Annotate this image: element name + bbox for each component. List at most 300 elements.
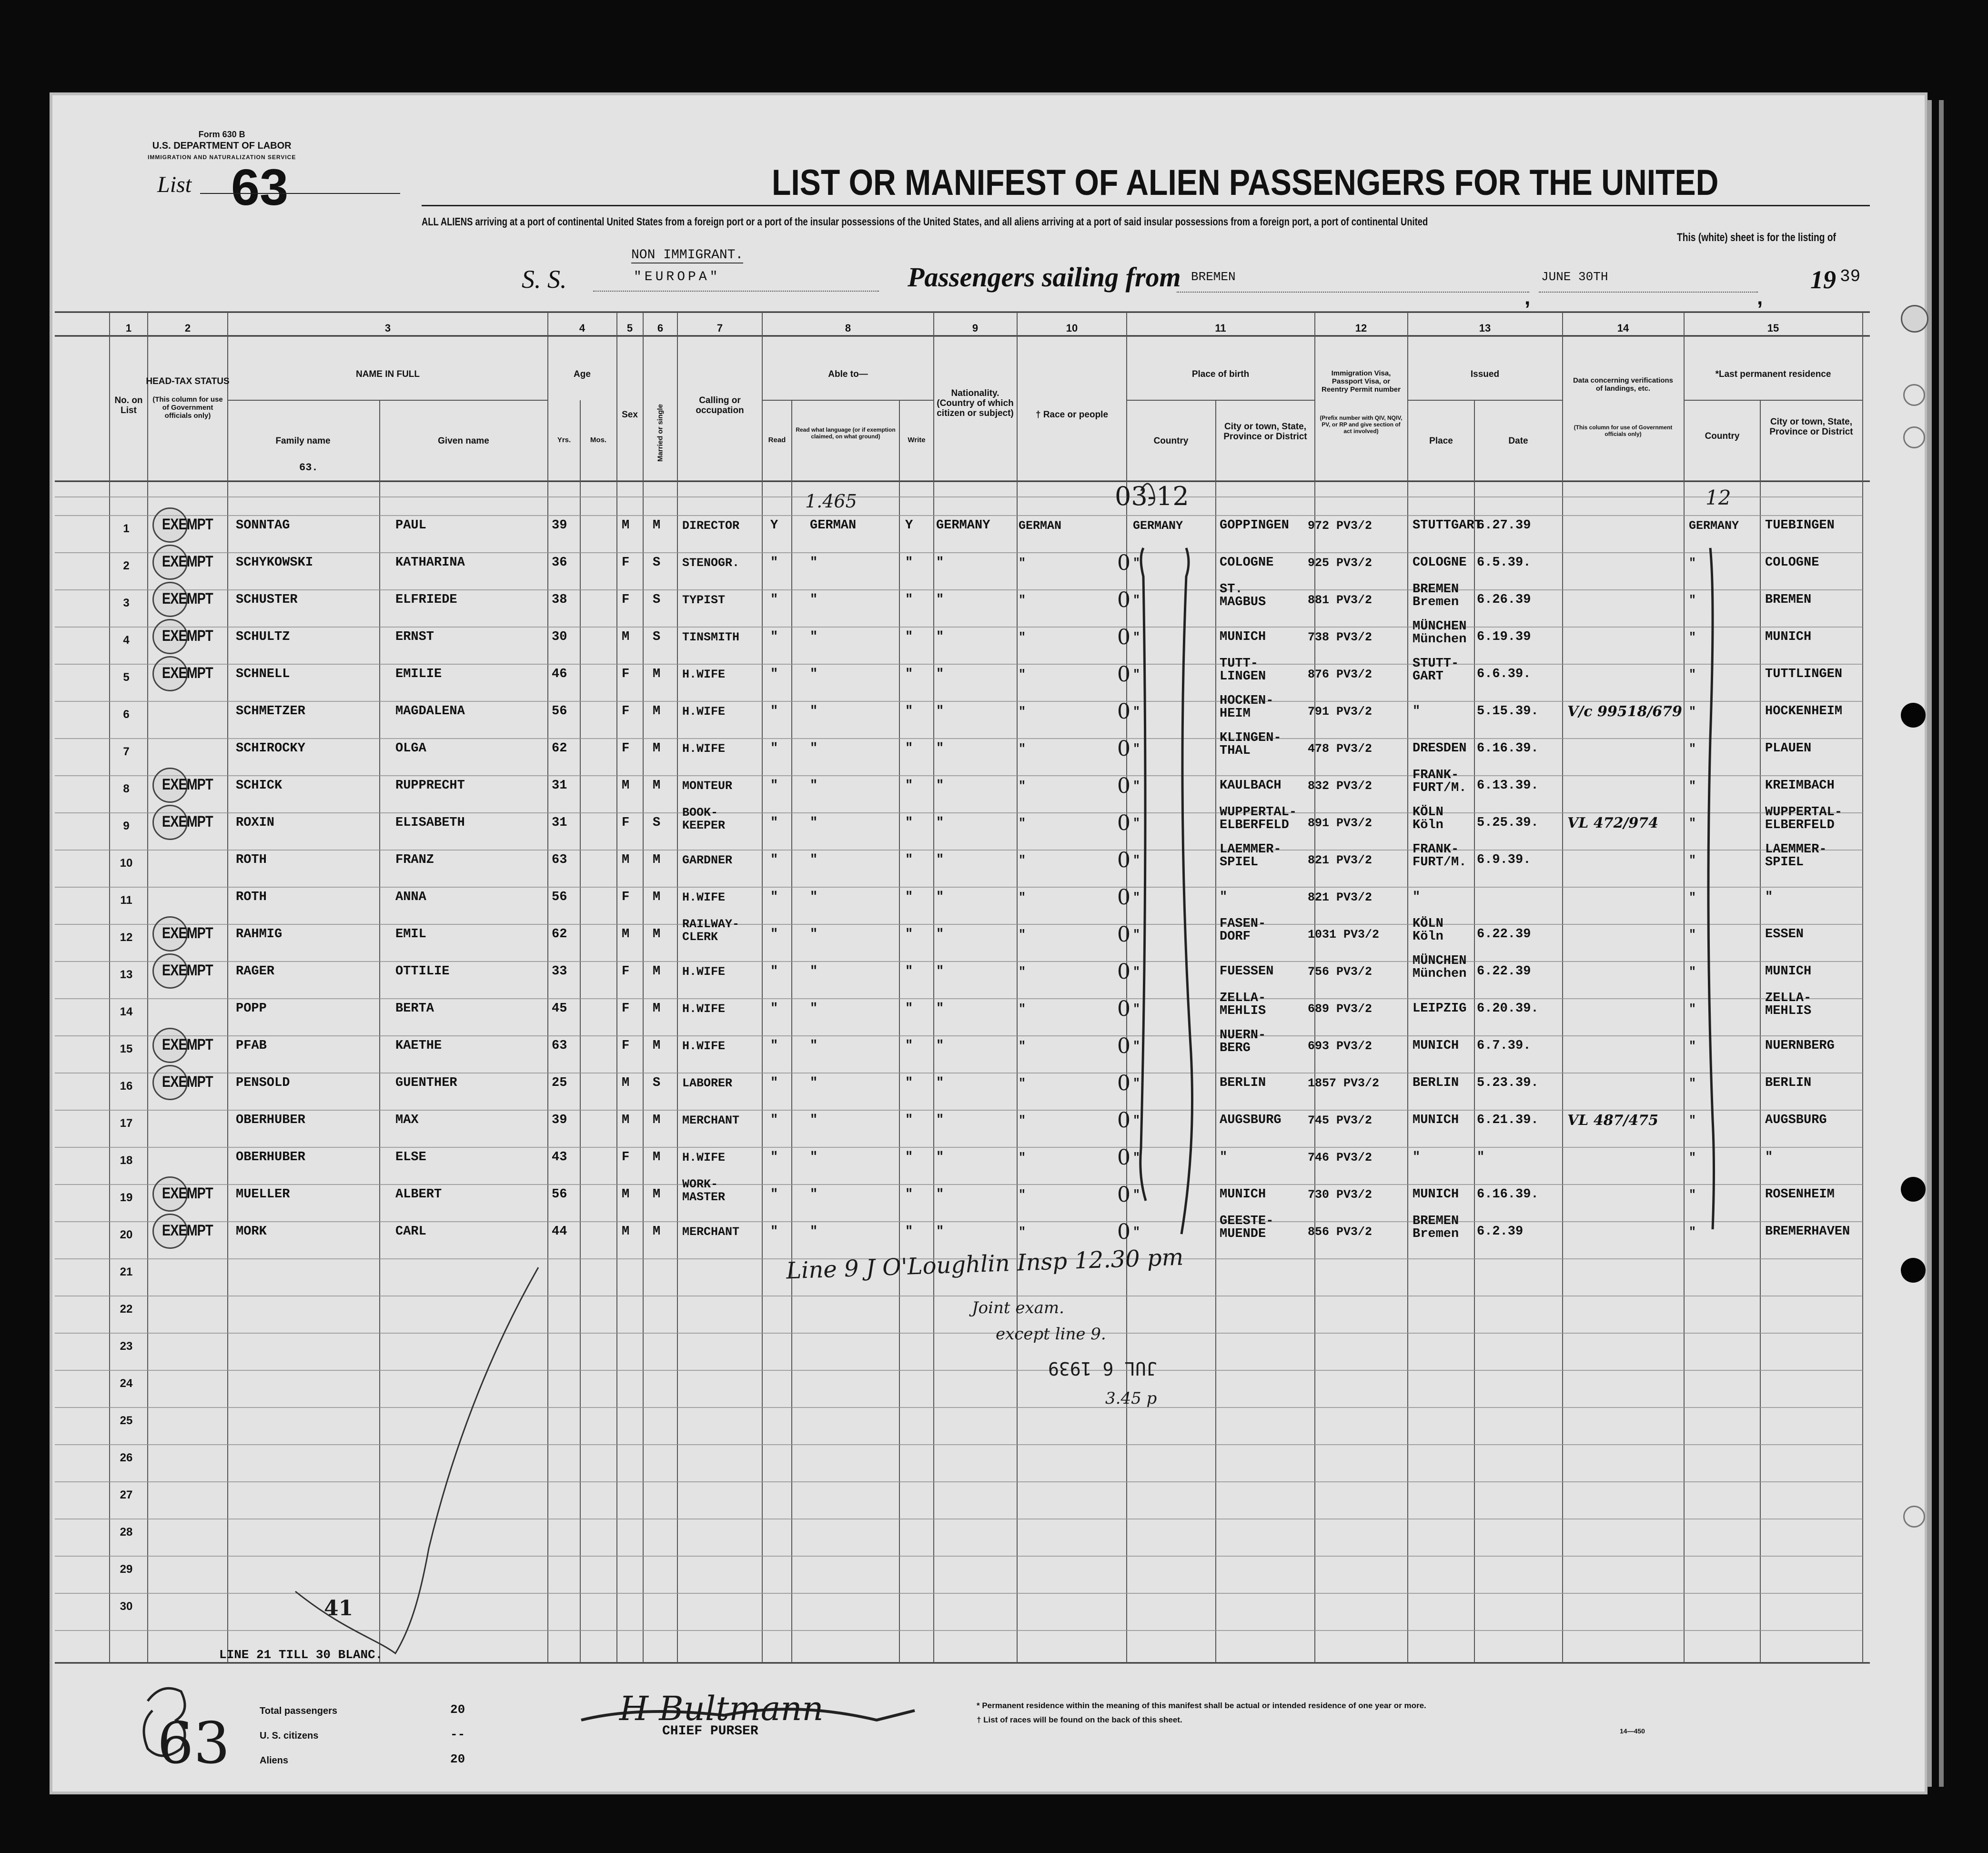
birth-city-cell: ST. MAGBUS — [1220, 582, 1266, 609]
row-number: 3 — [123, 597, 130, 609]
header-given-name: Given name — [438, 436, 489, 446]
read-language-cell: " — [810, 630, 818, 644]
occupation-cell: BOOK- KEEPER — [682, 806, 726, 832]
given-name-cell: EMIL — [395, 927, 426, 942]
read-language-cell: " — [810, 1225, 818, 1239]
occupation-cell: H.WIFE — [682, 1151, 726, 1164]
header-read-lang: Read what language (or if exemption claimed, on what ground) — [796, 426, 896, 440]
family-name-cell: SCHNELL — [236, 667, 290, 681]
race-cell: GERMAN — [1019, 519, 1062, 533]
visa-cell: 1031 PV3/2 — [1308, 928, 1380, 942]
write-cell: " — [905, 741, 913, 756]
residence-country-cell: " — [1689, 965, 1696, 979]
residence-country-cell: " — [1689, 928, 1696, 942]
write-cell: " — [905, 1225, 913, 1239]
birth-city-cell: FUESSEN — [1220, 964, 1274, 979]
total-passengers-value: 20 — [450, 1702, 465, 1717]
write-cell: " — [905, 853, 913, 867]
head-tax-status: EXEMPT — [162, 924, 213, 942]
sex-cell: M — [622, 853, 630, 867]
issued-date-cell: 6.27.39 — [1477, 518, 1531, 533]
header-family-name: Family name — [275, 436, 331, 446]
age-cell: 45 — [552, 1002, 567, 1016]
occupation-cell: H.WIFE — [682, 1002, 726, 1016]
head-tax-status: EXEMPT — [162, 813, 213, 830]
family-name-cell: PFAB — [236, 1039, 267, 1053]
given-name-cell: GUENTHER — [395, 1076, 457, 1090]
blank-lines-note: LINE 21 TILL 30 BLANC. — [219, 1648, 383, 1662]
issued-date-cell: 6.5.39. — [1477, 556, 1531, 570]
nationality-cell: " — [936, 816, 944, 830]
nationality-cell: " — [936, 1225, 944, 1239]
residence-city-cell: TUEBINGEN — [1765, 518, 1835, 533]
birth-country-cell: " — [1133, 705, 1140, 719]
row-number: 28 — [120, 1526, 133, 1539]
verification-cell: VL 487/475 — [1567, 1112, 1659, 1129]
residence-country-cell: " — [1689, 779, 1696, 793]
row-number: 14 — [120, 1005, 133, 1018]
nationality-cell: " — [936, 779, 944, 793]
issued-place-cell: FRANK- FURT/M. — [1413, 768, 1467, 795]
nationality-cell: " — [936, 630, 944, 644]
marital-status-cell: M — [653, 1039, 661, 1053]
visa-cell: 689 PV3/2 — [1308, 1002, 1372, 1016]
residence-country-cell: " — [1689, 668, 1696, 681]
sex-cell: M — [622, 1187, 630, 1202]
race-cell: " — [1019, 1076, 1026, 1090]
head-tax-status: EXEMPT — [162, 962, 213, 979]
visa-cell: 478 PV3/2 — [1308, 742, 1372, 756]
header-issued: Issued — [1470, 369, 1500, 379]
write-cell: " — [905, 927, 913, 942]
given-name-cell: FRANZ — [395, 853, 434, 867]
visa-cell: 876 PV3/2 — [1308, 668, 1372, 681]
issued-date-cell: 6.19.39 — [1477, 630, 1531, 644]
age-cell: 38 — [552, 593, 567, 607]
nationality-cell: " — [936, 1150, 944, 1164]
write-cell: " — [905, 630, 913, 644]
ditto-mark: 0 — [1117, 588, 1130, 612]
ditto-mark: 0 — [1117, 699, 1130, 724]
race-cell: " — [1019, 1039, 1026, 1053]
issued-date-cell: 6.16.39. — [1477, 741, 1539, 756]
read-language-cell: " — [810, 667, 818, 681]
write-cell: " — [905, 964, 913, 979]
family-name-cell: MORK — [236, 1225, 267, 1239]
row-number: 11 — [120, 894, 132, 907]
manifest-subtitle: ALL ALIENS arriving at a port of continental United States from a foreign port or a port of the insular possessions of the United States, and all aliens arriving at a port of said insular possessions from a foreign port, a port of continental United — [422, 215, 1428, 228]
birth-city-cell: " — [1220, 1150, 1228, 1164]
annotation-count: 41 — [324, 1596, 353, 1620]
residence-city-cell: MUNICH — [1765, 630, 1812, 644]
nationality-cell: " — [936, 964, 944, 979]
issued-date-cell: 6.13.39. — [1477, 779, 1539, 793]
ditto-mark: 0 — [1117, 997, 1130, 1021]
birth-city-cell: LAEMMER- SPIEL — [1220, 842, 1282, 870]
race-cell: " — [1019, 556, 1026, 570]
col-number: 8 — [845, 322, 851, 334]
visa-cell: 746 PV3/2 — [1308, 1151, 1372, 1164]
age-cell: 36 — [552, 556, 567, 570]
circled-list-number: 63 — [157, 1711, 230, 1777]
birth-country-cell: " — [1133, 630, 1140, 644]
given-name-cell: CARL — [395, 1225, 426, 1239]
residence-country-cell: " — [1689, 1002, 1696, 1016]
head-tax-status: EXEMPT — [162, 1185, 213, 1202]
sailing-date: JUNE 30TH — [1541, 270, 1608, 284]
issued-date-cell: 6.6.39. — [1477, 667, 1531, 681]
department: U.S. DEPARTMENT OF LABOR — [152, 141, 292, 151]
sex-cell: F — [622, 704, 630, 719]
header-head-tax: HEAD-TAX STATUS — [146, 376, 230, 386]
birth-country-cell: " — [1133, 668, 1140, 681]
col-number: 6 — [657, 322, 664, 334]
visa-cell: 1857 PV3/2 — [1308, 1076, 1380, 1090]
issued-date-cell: 6.26.39 — [1477, 593, 1531, 607]
row-number: 9 — [123, 820, 130, 832]
ditto-mark: 0 — [1117, 1183, 1130, 1207]
col-number: 2 — [184, 322, 191, 334]
issued-place-cell: " — [1413, 1150, 1421, 1164]
residence-city-cell: NUERNBERG — [1765, 1039, 1835, 1053]
given-name-cell: OTTILIE — [395, 964, 450, 979]
family-name-cell: OBERHUBER — [236, 1113, 305, 1127]
read-cell: " — [770, 741, 778, 756]
read-cell: " — [770, 1150, 778, 1164]
residence-country-cell: " — [1689, 891, 1696, 904]
marital-status-cell: M — [653, 1113, 661, 1127]
birth-country-cell: " — [1133, 1151, 1140, 1164]
residence-country-cell: " — [1689, 705, 1696, 719]
residence-city-cell: PLAUEN — [1765, 741, 1812, 756]
read-cell: " — [770, 927, 778, 942]
given-name-cell: ELSE — [395, 1150, 426, 1164]
issued-date-cell: 6.21.39. — [1477, 1113, 1539, 1127]
residence-city-cell: LAEMMER- SPIEL — [1765, 842, 1827, 870]
read-cell: " — [770, 816, 778, 830]
read-cell: " — [770, 1113, 778, 1127]
read-language-cell: " — [810, 1002, 818, 1016]
birth-city-cell: GEESTE- MUENDE — [1220, 1214, 1274, 1241]
family-name-cell: MUELLER — [236, 1187, 290, 1202]
nationality-cell: " — [936, 741, 944, 756]
visa-cell: 821 PV3/2 — [1308, 891, 1372, 904]
aliens-value: 20 — [450, 1752, 465, 1766]
age-cell: 25 — [552, 1076, 567, 1090]
visa-cell: 925 PV3/2 — [1308, 556, 1372, 570]
family-name-cell: SONNTAG — [236, 518, 290, 533]
marital-status-cell: S — [653, 556, 661, 570]
header-mos: Mos. — [590, 436, 607, 444]
issued-date-cell: 6.20.39. — [1477, 1002, 1539, 1016]
family-name-cell: POPP — [236, 1002, 267, 1016]
marital-status-cell: M — [653, 927, 661, 942]
header-visa-note: (Prefix number with QIV, NQIV, PV, or RP and give section of act involved) — [1320, 415, 1403, 435]
family-name-cell: SCHICK — [236, 779, 283, 793]
residence-country-cell: " — [1689, 1225, 1696, 1239]
ditto-mark: 0 — [1117, 1034, 1130, 1058]
ditto-mark: 0 — [1117, 625, 1130, 649]
given-name-cell: ERNST — [395, 630, 434, 644]
read-language-cell: " — [810, 704, 818, 719]
issued-date-cell: " — [1477, 1150, 1485, 1164]
marital-status-cell: S — [653, 1076, 661, 1090]
issued-place-cell: " — [1413, 890, 1421, 904]
header-head-tax-note: (This column for use of Government officials only) — [152, 395, 223, 420]
visa-cell: 891 PV3/2 — [1308, 816, 1372, 830]
row-number: 29 — [120, 1563, 133, 1576]
read-language-cell: " — [810, 1113, 818, 1127]
sex-cell: M — [622, 518, 630, 533]
age-cell: 39 — [552, 1113, 567, 1127]
sex-cell: F — [622, 593, 630, 607]
ditto-mark: 0 — [1117, 922, 1130, 947]
issued-date-cell: 6.7.39. — [1477, 1039, 1531, 1053]
sex-cell: M — [622, 927, 630, 942]
birth-country-cell: " — [1133, 965, 1140, 979]
ss-label: S. S. — [522, 265, 567, 294]
birth-city-cell: " — [1220, 890, 1228, 904]
sex-cell: F — [622, 667, 630, 681]
read-language-cell: " — [810, 1150, 818, 1164]
given-name-cell: RUPPRECHT — [395, 779, 465, 793]
sex-cell: M — [622, 1113, 630, 1127]
read-language-cell: " — [810, 779, 818, 793]
write-cell: " — [905, 1076, 913, 1090]
marital-status-cell: M — [653, 741, 661, 756]
race-cell: " — [1019, 1188, 1026, 1202]
issued-place-cell: KÖLN Köln — [1413, 917, 1443, 944]
occupation-cell: RAILWAY- CLERK — [682, 917, 740, 944]
family-name-cell: ROTH — [236, 890, 267, 904]
residence-note: * Permanent residence within the meaning of this manifest shall be actual or intended residence of one year or more. — [977, 1701, 1426, 1710]
read-language-cell: GERMAN — [810, 518, 857, 533]
birth-country-cell: " — [1133, 816, 1140, 830]
residence-city-cell: ESSEN — [1765, 927, 1804, 942]
issued-place-cell: " — [1413, 704, 1421, 719]
issued-date-cell: 6.2.39 — [1477, 1225, 1524, 1239]
row-number: 6 — [123, 708, 130, 721]
birth-country-cell: " — [1133, 779, 1140, 793]
residence-city-cell: WUPPERTAL- ELBERFELD — [1765, 805, 1843, 832]
write-cell: " — [905, 1002, 913, 1016]
comma: , — [1757, 286, 1763, 309]
race-cell: " — [1019, 742, 1026, 756]
age-cell: 31 — [552, 779, 567, 793]
sex-cell: F — [622, 816, 630, 830]
write-cell: " — [905, 1113, 913, 1127]
residence-country-cell: " — [1689, 742, 1696, 756]
read-cell: " — [770, 1225, 778, 1239]
issued-place-cell: STUTT- GART — [1413, 657, 1459, 684]
write-cell: " — [905, 593, 913, 607]
head-tax-status: EXEMPT — [162, 1036, 213, 1053]
write-cell: " — [905, 816, 913, 830]
family-name-cell: SCHUSTER — [236, 593, 298, 607]
birth-city-cell: NUERN- BERG — [1220, 1028, 1266, 1055]
occupation-cell: MERCHANT — [682, 1225, 740, 1239]
sex-cell: F — [622, 964, 630, 979]
nationality-cell: GERMANY — [936, 518, 990, 533]
age-cell: 39 — [552, 518, 567, 533]
birth-city-cell: AUGSBURG — [1220, 1113, 1282, 1127]
ditto-mark: 0 — [1117, 1071, 1130, 1095]
races-note: † List of races will be found on the back of this sheet. — [977, 1715, 1182, 1724]
issued-place-cell: MUNICH — [1413, 1039, 1459, 1053]
issued-place-cell: MUNICH — [1413, 1187, 1459, 1202]
header-write: Write — [908, 436, 926, 444]
issued-place-cell: DRESDEN — [1413, 741, 1467, 756]
visa-cell: 730 PV3/2 — [1308, 1188, 1372, 1202]
birth-country-cell: " — [1133, 1188, 1140, 1202]
birth-city-cell: MUNICH — [1220, 1187, 1266, 1202]
verification-cell: V/c 99518/679 — [1567, 703, 1682, 720]
given-name-cell: EMILIE — [395, 667, 442, 681]
family-name-cell: ROXIN — [236, 816, 275, 830]
occupation-cell: STENOGR. — [682, 556, 740, 570]
visa-cell: 745 PV3/2 — [1308, 1114, 1372, 1127]
issued-date-cell: 6.16.39. — [1477, 1187, 1539, 1202]
residence-city-cell: MUNICH — [1765, 964, 1812, 979]
family-name-cell: RAGER — [236, 964, 275, 979]
sex-cell: M — [622, 779, 630, 793]
race-cell: " — [1019, 1002, 1026, 1016]
head-tax-status: EXEMPT — [162, 553, 213, 570]
header-yrs: Yrs. — [557, 436, 571, 444]
col-number: 5 — [626, 322, 633, 334]
given-name-cell: ANNA — [395, 890, 426, 904]
marital-status-cell: M — [653, 704, 661, 719]
race-cell: " — [1019, 705, 1026, 719]
header-place-of-birth: Place of birth — [1191, 369, 1250, 379]
birth-city-cell: KLINGEN- THAL — [1220, 731, 1282, 758]
age-cell: 44 — [552, 1225, 567, 1239]
family-name-cell: ROTH — [236, 853, 267, 867]
ditto-mark: 0 — [1117, 848, 1130, 872]
year-suffix: 39 — [1840, 267, 1861, 286]
read-cell: " — [770, 964, 778, 979]
issued-date-cell: 6.9.39. — [1477, 853, 1531, 867]
write-cell: " — [905, 704, 913, 719]
marital-status-cell: M — [653, 1187, 661, 1202]
birth-city-cell: FASEN- DORF — [1220, 917, 1266, 944]
birth-country-cell: " — [1133, 742, 1140, 756]
head-tax-status: EXEMPT — [162, 590, 213, 607]
nationality-cell: " — [936, 667, 944, 681]
race-cell: " — [1019, 593, 1026, 607]
marital-status-cell: S — [653, 630, 661, 644]
row-number: 20 — [120, 1228, 133, 1241]
read-cell: " — [770, 1039, 778, 1053]
residence-city-cell: TUTTLINGEN — [1765, 667, 1843, 681]
row-number: 2 — [123, 559, 130, 572]
given-name-cell: KATHARINA — [395, 556, 465, 570]
col-number: 14 — [1617, 322, 1629, 334]
header-city: City or town, State, Province or District — [1223, 422, 1307, 442]
residence-city-cell: " — [1765, 1150, 1773, 1164]
ditto-mark: 0 — [1117, 737, 1130, 761]
ditto-mark: 0 — [1117, 960, 1130, 984]
form-footer-number: 14—450 — [1620, 1727, 1645, 1735]
annotation-time: 3.45 p — [1105, 1389, 1157, 1408]
occupation-cell: TINSMITH — [682, 630, 740, 644]
occupation-cell: H.WIFE — [682, 742, 726, 756]
ditto-mark: 0 — [1117, 885, 1130, 910]
residence-country-cell: " — [1689, 630, 1696, 644]
sailing-label: Passengers sailing from — [908, 262, 1181, 293]
issued-date-cell: 5.15.39. — [1477, 704, 1539, 719]
ditto-mark: 0 — [1117, 774, 1130, 798]
row-number: 24 — [120, 1377, 133, 1390]
birth-city-cell: TUTT- LINGEN — [1220, 657, 1266, 684]
given-name-cell: ALBERT — [395, 1187, 442, 1202]
visa-cell: 832 PV3/2 — [1308, 779, 1372, 793]
row-number: 5 — [123, 671, 130, 684]
marital-status-cell: M — [653, 1150, 661, 1164]
year-prefix: 19 — [1810, 265, 1836, 294]
race-cell: " — [1019, 1151, 1026, 1164]
occupation-cell: WORK- MASTER — [682, 1177, 726, 1204]
row-number: 23 — [120, 1340, 133, 1353]
residence-city-cell: HOCKENHEIM — [1765, 704, 1843, 719]
issued-date-cell: 6.22.39 — [1477, 964, 1531, 979]
occupation-cell: TYPIST — [682, 593, 726, 607]
race-cell: " — [1019, 853, 1026, 867]
list-number: 63 — [231, 158, 289, 216]
row-number: 18 — [120, 1154, 133, 1167]
occupation-cell: DIRECTOR — [682, 519, 740, 533]
write-cell: " — [905, 1150, 913, 1164]
ditto-mark: 0 — [1117, 662, 1130, 687]
col-number: 10 — [1066, 322, 1078, 334]
sex-cell: M — [622, 1076, 630, 1090]
issued-place-cell: LEIPZIG — [1413, 1002, 1467, 1016]
birth-country-cell: " — [1133, 928, 1140, 942]
read-language-cell: " — [810, 853, 818, 867]
row-number: 13 — [120, 968, 133, 981]
row-number: 12 — [120, 931, 133, 944]
occupation-cell: H.WIFE — [682, 891, 726, 904]
row-number: 19 — [120, 1191, 133, 1204]
verification-cell: VL 472/974 — [1567, 815, 1659, 831]
visa-cell: 738 PV3/2 — [1308, 630, 1372, 644]
row-number: 17 — [120, 1117, 133, 1130]
birth-country-cell: " — [1133, 1114, 1140, 1127]
residence-country-cell: " — [1689, 853, 1696, 867]
write-cell: " — [905, 1187, 913, 1202]
nationality-cell: " — [936, 853, 944, 867]
header-lr-country: Country — [1705, 431, 1740, 441]
aliens-label: Aliens — [260, 1755, 289, 1766]
departure-port: BREMEN — [1191, 270, 1236, 284]
visa-cell: 972 PV3/2 — [1308, 519, 1372, 533]
read-language-cell: " — [810, 890, 818, 904]
age-cell: 62 — [552, 741, 567, 756]
nationality-cell: " — [936, 1002, 944, 1016]
nationality-cell: " — [936, 704, 944, 719]
form-number: Form 630 B — [198, 130, 245, 139]
read-cell: " — [770, 1076, 778, 1090]
head-tax-status: EXEMPT — [162, 776, 213, 793]
read-language-cell: " — [810, 593, 818, 607]
annotation-code: 03-12 — [1115, 481, 1189, 511]
annotation-number: 1.465 — [805, 491, 857, 512]
occupation-cell: H.WIFE — [682, 1039, 726, 1053]
issued-date-cell: 6.22.39 — [1477, 927, 1531, 942]
nationality-cell: " — [936, 927, 944, 942]
col-number: 9 — [972, 322, 979, 334]
issued-place-cell: COLOGNE — [1413, 556, 1467, 570]
